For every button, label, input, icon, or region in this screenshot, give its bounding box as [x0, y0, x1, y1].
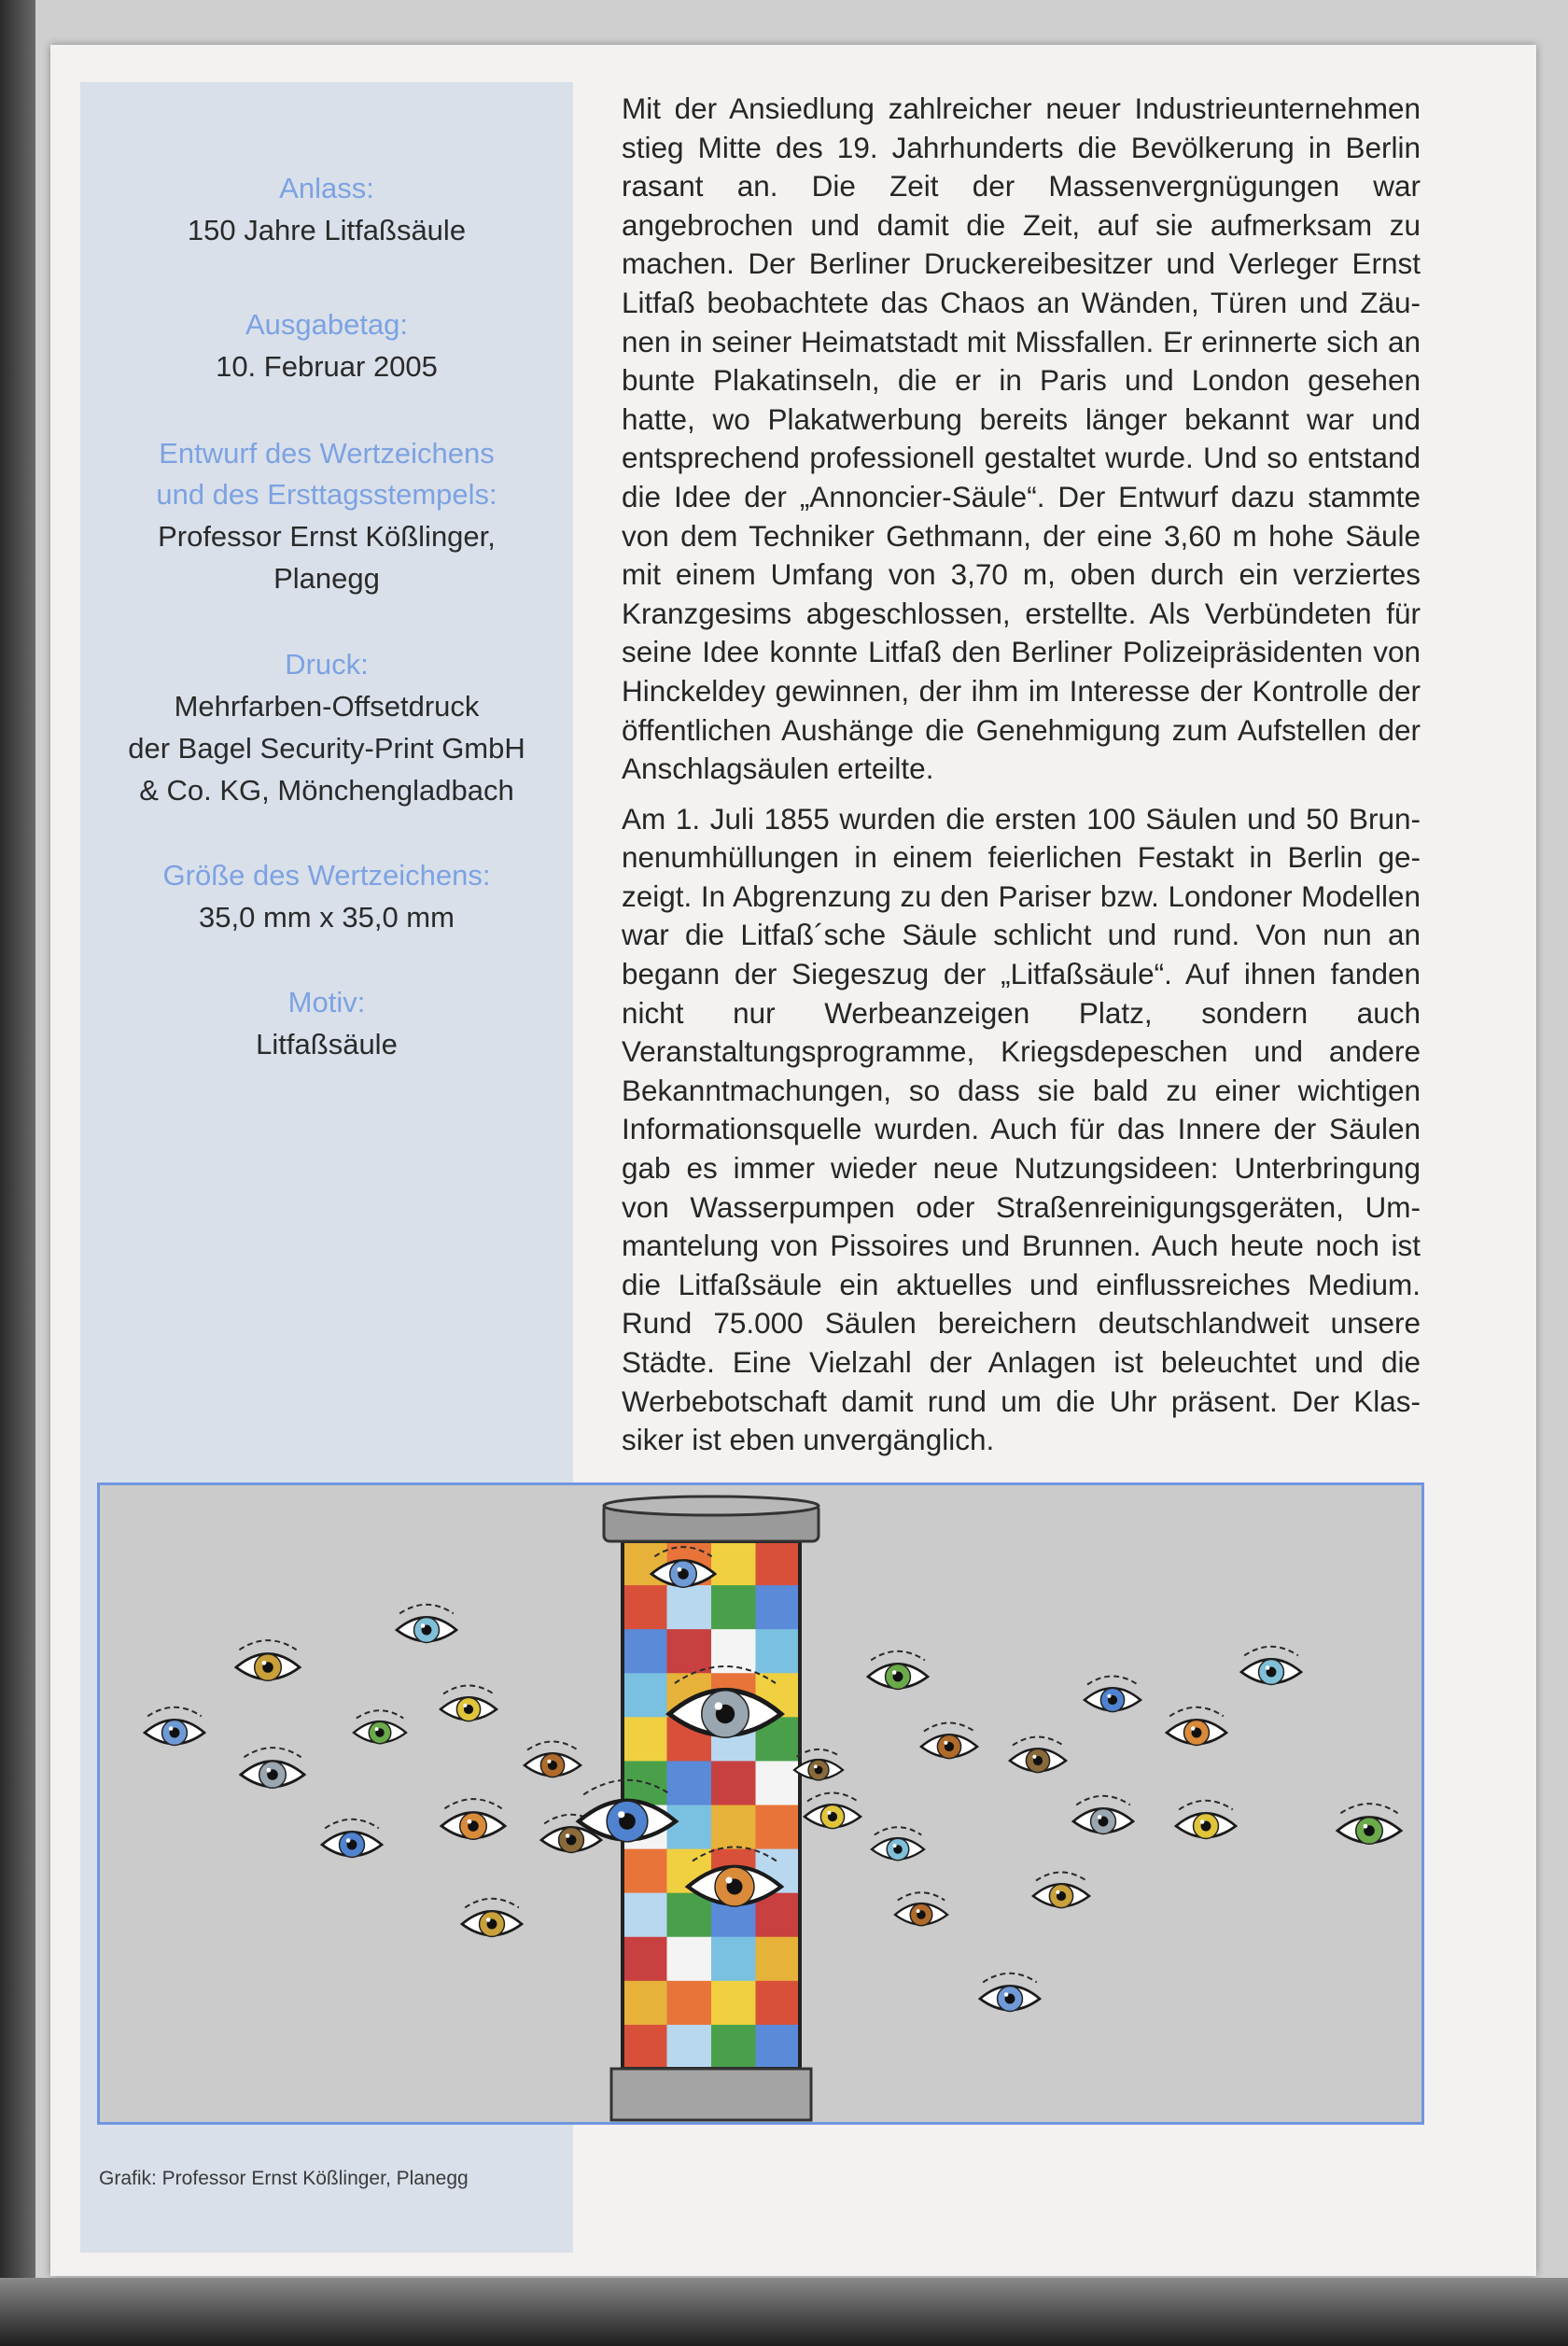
eye-highlight [346, 1838, 350, 1842]
meta-motif [80, 982, 573, 1065]
column-tile [623, 1893, 667, 1938]
column-tile [623, 2025, 667, 2070]
eyebrow-line [807, 1793, 858, 1802]
eyebrow-line [147, 1707, 202, 1717]
eyebrow-line [1013, 1737, 1063, 1746]
column-tile [756, 1761, 801, 1805]
column-tile [623, 1937, 667, 1982]
column-tile [711, 1585, 756, 1630]
eye-highlight [917, 1909, 920, 1913]
eye-highlight [892, 1670, 896, 1674]
meta-value: 10. Februar 2005 [216, 350, 438, 383]
meta-value: Planegg [273, 562, 380, 595]
meta-value: der Bagel Security-Print GmbH [128, 732, 525, 765]
column-tile [623, 1849, 667, 1894]
eyebrow-line [1340, 1804, 1397, 1813]
column-tile [756, 1629, 801, 1674]
illustration-caption: Grafik: Professor Ernst Kößlinger, Planegg [99, 2168, 469, 2189]
column-tile [711, 1761, 756, 1805]
column-tile [756, 1981, 801, 2026]
eye-highlight [547, 1760, 551, 1763]
meta-value: 150 Jahre Litfaßsäule [187, 214, 467, 246]
eyebrow-line [1169, 1707, 1224, 1717]
eye-highlight [618, 1811, 624, 1818]
meta-occasion [80, 168, 573, 251]
eye-highlight [1364, 1824, 1368, 1829]
eyebrow-line [1076, 1796, 1130, 1805]
eye-highlight [726, 1877, 733, 1884]
column-tile [623, 1673, 667, 1718]
column-tile [711, 2025, 756, 2070]
eye-highlight [1200, 1819, 1204, 1823]
photo-edge-bottom [0, 2278, 1568, 2346]
eye-highlight [827, 1811, 831, 1815]
column-tile [623, 1981, 667, 2026]
eyebrow-line [924, 1723, 974, 1732]
column-tile [711, 1981, 756, 2026]
eye-highlight [678, 1567, 682, 1572]
meta-value: & Co. KG, Mönchengladbach [139, 774, 514, 807]
meta-stamp-size [80, 855, 573, 938]
meta-label: Entwurf des Wertzeichens [159, 437, 495, 470]
photo-edge-left [0, 0, 35, 2346]
meta-label: und des Ersttagsstempels: [156, 478, 497, 511]
eye-highlight [944, 1741, 947, 1745]
eyebrow-line [1087, 1677, 1138, 1685]
eye-highlight [566, 1833, 569, 1837]
meta-label: Motiv: [287, 986, 366, 1018]
eye-highlight [267, 1768, 272, 1773]
eyebrow-line [443, 1686, 494, 1694]
eye-highlight [1191, 1726, 1195, 1730]
eyebrow-line [325, 1819, 379, 1829]
eye-highlight [1107, 1694, 1111, 1698]
column-tile [667, 1981, 712, 2026]
meta-label: Ausgabetag: [245, 308, 409, 341]
eye-highlight [1098, 1815, 1101, 1819]
column-tile [756, 1541, 801, 1586]
eyebrow-line [444, 1799, 501, 1808]
eyebrow-line [983, 1974, 1037, 1983]
column-tile [667, 1805, 712, 1850]
meta-print [80, 644, 573, 811]
column-tile [756, 2025, 801, 2070]
eyebrow-line [1179, 1801, 1233, 1810]
eye-highlight [1032, 1755, 1036, 1759]
eyebrow-line [1244, 1647, 1298, 1656]
eye-highlight [169, 1726, 173, 1730]
stamp-illustration [97, 1482, 1424, 2125]
eye-highlight [463, 1704, 467, 1707]
eyebrow-line [871, 1651, 925, 1661]
eye-highlight [814, 1765, 818, 1769]
eyebrow-line [465, 1899, 519, 1908]
meta-label: Druck: [285, 648, 369, 681]
meta-issue-date [80, 304, 573, 387]
column-tile [667, 2025, 712, 2070]
column-base [611, 2069, 811, 2120]
column-tile [667, 1937, 712, 1982]
eye-highlight [1266, 1665, 1269, 1669]
meta-value: Litfaßsäule [256, 1028, 398, 1061]
eye-highlight [375, 1727, 379, 1731]
column-tile [756, 1805, 801, 1850]
eyebrow-line [797, 1749, 841, 1757]
article-paragraph: Am 1. Juli 1855 wurden die ersten 100 Säulen und 50 Brunnenumhüllungen in einem feierlichen Festakt in Berlin gezeigt. In Abgrenzung zu den Pariser bzw. Londoner Modellen war die Litfaß´sche Säule schlicht und rund. Von nun an begann der Siegeszug der „Litfaßsäule“. Auf ihnen fanden nicht nur Werbeanzeigen Platz, sondern auch Veranstaltungsprogramme, Kriegsdepeschen und andere Bekanntmachungen, so dass sie bald zu einer wichtigen Informationsquelle wurden. Auch für das Innere der Säulen gab es immer wieder neue Nutzungsideen: Unterbringung von Wasserpumpen oder Straßenreinigungsgeräten, Ummantelung von Pissoires und Brunnen. Auch heute noch ist die Litfaßsäule ein aktuelles und einflussreiches Medium. Rund 75.000 Säulen bereichern deutschlandweit unsere Städte. Eine Vielzahl der Anlagen ist beleuchtet und die Werbebotschaft damit rund um die Uhr präsent. Der Klassiker ist eben unvergänglich. [622, 801, 1421, 1457]
meta-label: Anlass: [279, 172, 374, 204]
column-tile [711, 1541, 756, 1586]
eye-highlight [893, 1844, 897, 1847]
eye-highlight [468, 1819, 472, 1824]
column-tile [711, 1937, 756, 1982]
column-tile [667, 1761, 712, 1805]
column-tile [667, 1585, 712, 1630]
eye-highlight [1056, 1890, 1059, 1894]
column-tile [756, 1585, 801, 1630]
eye-highlight [1004, 1992, 1008, 1996]
eye-highlight [715, 1702, 722, 1709]
article-text [622, 90, 1421, 1471]
column-tile [667, 1629, 712, 1674]
eyebrow-line [239, 1640, 296, 1650]
column-tile [711, 1629, 756, 1674]
column-tile [623, 1585, 667, 1630]
column-tile [756, 1937, 801, 1982]
eye-highlight [486, 1918, 490, 1921]
meta-label: Größe des Wertzeichens: [162, 859, 491, 892]
meta-value: Professor Ernst Kößlinger, [158, 520, 496, 553]
column-tile [667, 1893, 712, 1938]
eyebrow-line [527, 1742, 578, 1750]
column-tile [711, 1805, 756, 1850]
eye-highlight [421, 1623, 425, 1627]
column-with-eyes-artwork [100, 1485, 1421, 2122]
eyebrow-line [399, 1605, 454, 1614]
eyebrow-line [244, 1748, 301, 1757]
meta-value: 35,0 mm x 35,0 mm [199, 901, 455, 934]
eyebrow-line [875, 1827, 921, 1834]
column-tile [623, 1629, 667, 1674]
column-cap-top [604, 1496, 819, 1515]
eyebrow-line [357, 1710, 403, 1718]
article-paragraph: Mit der Ansiedlung zahlreicher neuer Industrieunternehmen stieg Mitte des 19. Jahrhunderts die Bevölkerung in Berlin rasant an. Die Zeit der Massenvergnügungen war angebrochen und damit die Zeit, auf sie aufmerksam zu machen. Der Berliner Druckereibesitzer und Verleger Ernst Litfaß beobachtete das Chaos an Wänden, Türen und Zäunen in seiner Heimatstadt mit Missfallen. Er erinnerte sich an bunte Plakatinseln, die er in Paris und London gesehen hatte, wo Plakatwerbung bereits länger bekannt war und entsprechend professionell gestaltet wurde. Und so entstand die Idee der „Annoncier-Säule“. Der Entwurf dazu stammte von dem Techniker Gethmann, der eine 3,60 m hohe Säule mit einem Umfang von 3,70 m, oben durch ein verziertes Kranzgesims abgeschlossen, erstellte. Als Verbündeten für seine Idee konnte Litfaß den Berliner Polizeipräsidenten von Hinckeldey gewinnen, der ihm im Interesse der Kontrolle der öffentlichen Aushänge die Genehmigung zum Aufstellen der Anschlagsäulen erteilte. [622, 91, 1421, 786]
eyebrow-line [1036, 1873, 1086, 1881]
eye-highlight [262, 1661, 267, 1665]
meta-value: Mehrfarben-Offsetdruck [174, 690, 480, 723]
meta-design [80, 433, 573, 599]
column-tile [623, 1717, 667, 1762]
eyebrow-line [898, 1892, 945, 1900]
